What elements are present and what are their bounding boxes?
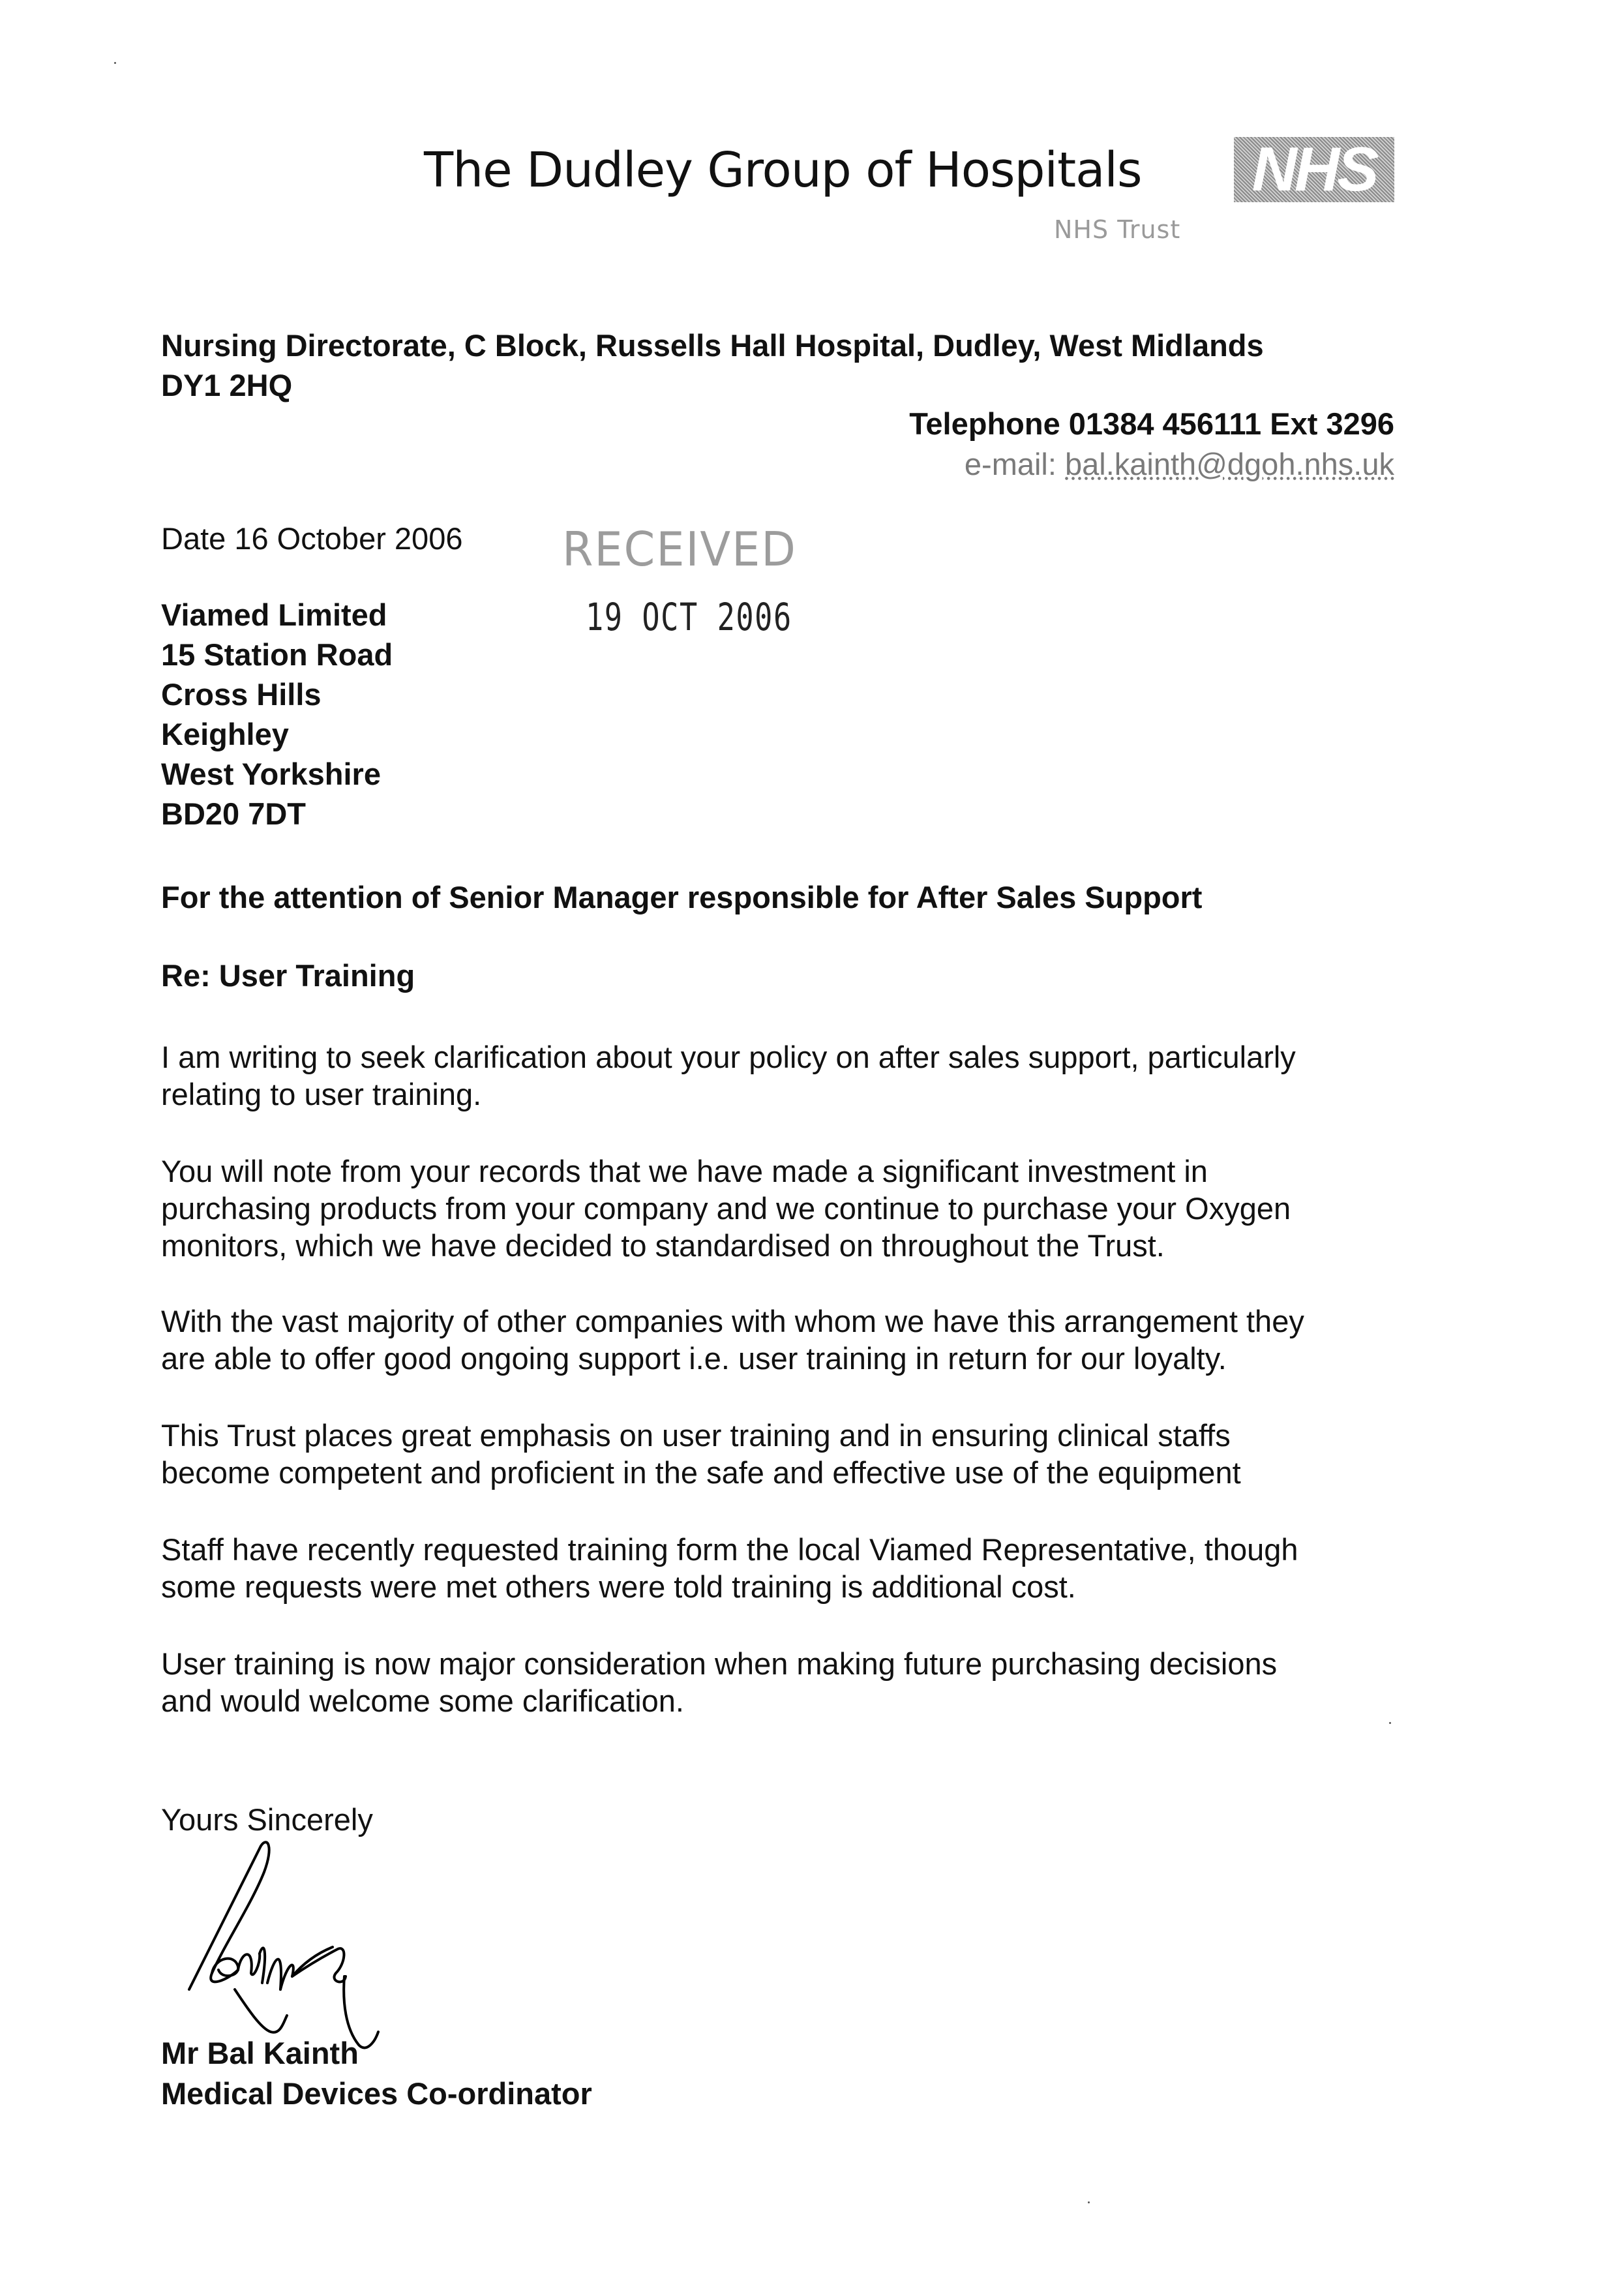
signatory-title: Medical Devices Co-ordinator <box>161 2076 592 2111</box>
sender-address-line-1: Nursing Directorate, C Block, Russells Hall Hospital, Dudley, West Midlands <box>161 328 1264 363</box>
signatory-name: Mr Bal Kainth <box>161 2036 359 2070</box>
body-line: User training is now major consideration when making future purchasing decisions <box>161 1646 1278 1681</box>
received-stamp: RECEIVED <box>562 522 797 577</box>
recipient-address <box>161 595 393 834</box>
body-line: some requests were met others were told training is additional cost. <box>161 1569 1076 1604</box>
body-line: are able to offer good ongoing support i.e. user training in return for our loyalty. <box>161 1341 1227 1376</box>
recipient-line: 15 Station Road <box>161 637 393 672</box>
organisation-name: The Dudley Group of Hospitals <box>424 142 1142 198</box>
recipient-line: Viamed Limited <box>161 597 387 632</box>
handwritten-signature-icon <box>176 1833 424 2055</box>
body-line: I am writing to seek clarification about your policy on after sales support, particularly <box>161 1040 1296 1074</box>
letter-date: Date 16 October 2006 <box>161 521 463 556</box>
email-line <box>965 446 1394 482</box>
body-line: become competent and proficient in the safe and effective use of the equipment <box>161 1455 1241 1490</box>
email-label: e-mail: <box>964 447 1056 481</box>
closing-salutation: Yours Sincerely <box>161 1802 373 1837</box>
body-line: purchasing products from your company and we continue to purchase your Oxygen <box>161 1191 1291 1226</box>
nhs-logo-icon <box>1234 134 1394 204</box>
body-line: You will note from your records that we have made a significant investment in <box>161 1154 1208 1188</box>
recipient-line: BD20 7DT <box>161 796 307 831</box>
recipient-line: West Yorkshire <box>161 757 381 791</box>
recipient-line: Cross Hills <box>161 677 322 712</box>
body-paragraph <box>161 1531 1400 1605</box>
received-stamp-date: 19 OCT 2006 <box>586 595 792 639</box>
telephone: Telephone 01384 456111 Ext 3296 <box>909 406 1394 441</box>
body-paragraph <box>161 1153 1400 1264</box>
body-paragraph <box>161 1038 1400 1113</box>
attention-line: For the attention of Senior Manager responsible for After Sales Support <box>161 880 1203 914</box>
scan-speck <box>114 62 116 64</box>
sender-postcode: DY1 2HQ <box>161 368 293 402</box>
body-paragraph <box>161 1303 1400 1377</box>
subject-line: Re: User Training <box>161 958 415 993</box>
scan-speck <box>1088 2201 1090 2203</box>
body-line: relating to user training. <box>161 1077 482 1111</box>
email-address-link[interactable]: bal.kainth@dgoh.nhs.uk <box>1065 447 1394 481</box>
body-paragraph <box>161 1645 1400 1719</box>
body-line: This Trust places great emphasis on user training and in ensuring clinical staffs <box>161 1418 1231 1453</box>
scan-speck <box>1389 1722 1391 1724</box>
body-line: and would welcome some clarification. <box>161 1684 684 1718</box>
body-line: With the vast majority of other companies with whom we have this arrangement they <box>161 1304 1304 1338</box>
body-paragraph <box>161 1417 1400 1491</box>
body-line: Staff have recently requested training form the local Viamed Representative, though <box>161 1532 1298 1567</box>
body-line: monitors, which we have decided to standardised on throughout the Trust. <box>161 1228 1165 1263</box>
recipient-line: Keighley <box>161 717 289 751</box>
nhs-logo-text: NHS <box>1251 134 1377 204</box>
trust-subtitle: NHS Trust <box>1054 215 1181 244</box>
